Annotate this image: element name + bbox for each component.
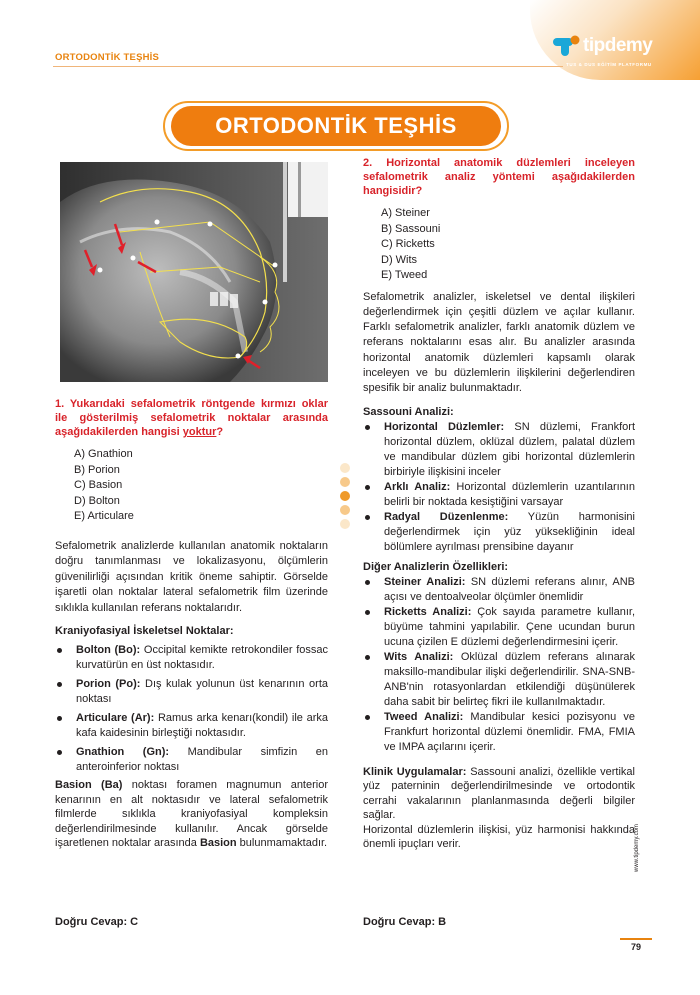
sassouni-list (363, 420, 635, 555)
option-d: D) Bolton (74, 494, 120, 507)
list-item: Porion (Po): Dış kulak yolunun üst kenarının orta noktası (55, 677, 328, 707)
option-d: D) Wits (381, 253, 418, 266)
list-item: Steiner Analizi: SN düzlemi referans alınır, ANB açısı ve dentoalveolar ölçümler önemlidir (363, 575, 635, 605)
list-item: Wits Analizi: Oklüzal düzlem referans alınarak maksillo-mandibular ilişki değerlendirilir. SNA-SNB-ANB'nin rotasyonlardan etkilendiği düşünülerek daha sabit bir belirteç fikri ile kullanılmaktadır. (363, 650, 635, 710)
question-2-options (363, 206, 635, 284)
explanation-closing: Basion (Ba) noktası foramen magnumun anterior kenarının en alt noktasıdır ve lateral sefalometrik filmlerde sıklıkla kraniyofasiyal kompleksin değerlendirilmesinde kullanılır. Ancak görselde işaretlenen noktalar arasında Basion bulunmamaktadır. (55, 779, 328, 849)
list-item: Bolton (Bo): Occipital kemikte retrokondiler fossac kurvatürün en üst noktasıdır. (55, 643, 328, 673)
section-title: ORTODONTİK TEŞHİS (55, 52, 160, 63)
explanation-heading: Kraniyofasiyal İskeletsel Noktalar: (55, 625, 234, 637)
answer-1: Doğru Cevap: C (55, 916, 139, 928)
chapter-title: ORTODONTİK TEŞHİS (215, 113, 457, 138)
chapter-banner (171, 106, 501, 146)
list-item: Articulare (Ar): Ramus arka kenarı(kondil) ile arka kafa kaidesinin birleştiği noktasıdır. (55, 711, 328, 741)
option-b: B) Porion (74, 463, 120, 476)
cephalometric-xray-image (60, 162, 328, 382)
landmark-list (55, 643, 328, 775)
option-a: A) Steiner (381, 207, 430, 219)
left-column (55, 397, 328, 851)
right-column (363, 156, 635, 852)
header-divider (53, 66, 563, 67)
tipdemy-logo (553, 34, 652, 58)
question-2: 2. Horizontal anatomik düzlemleri inceleyen sefalometrik analiz yöntemi aşağıdakilerden hangisidir? (363, 157, 635, 197)
explanation-intro: Sefalometrik analizlerde kullanılan anatomik noktaların doğru tanımlanması ve lokalizasyonu, ölçümlerin güvenilirliği açısından kritik öneme sahiptir. Görselde işaretli olan noktalar lateral sefalometrik film üzerinde sıklıkla kullanılan referans noktalarıdır. (55, 539, 328, 614)
column-separator-dots (340, 463, 352, 533)
sassouni-heading: Sassouni Analizi: (363, 405, 454, 418)
clinical-notes: Klinik Uygulamalar: Sassouni analizi, özellikle vertikal yüz paterninin değerlendirilmesinde ve ortodontik cerrahi vakalarının planlanmasında değerli bilgiler sağlar. (363, 765, 635, 822)
other-analyses-list (363, 575, 635, 755)
option-c: C) Ricketts (381, 238, 435, 250)
logo-subtitle: TUS & DUS EĞİTİM PLATFORMU (566, 62, 652, 67)
option-e: E) Tweed (381, 269, 428, 281)
list-item: Arklı Analiz: Horizontal düzlemlerin uzantılarının belirli bir noktada kesiştiğini varsayar (363, 480, 635, 510)
logo-mark-icon (553, 34, 581, 58)
page-number: 79 (631, 942, 642, 952)
page-number-rule (620, 938, 652, 940)
other-analyses-heading: Diğer Analizlerin Özellikleri: (363, 560, 509, 573)
logo-name: tipdemy (583, 35, 653, 56)
list-item: Gnathion (Gn): Mandibular simfizin en anteroinferior noktası (55, 745, 328, 775)
option-c: C) Basion (74, 479, 123, 491)
question-1-options (55, 447, 328, 525)
explanation-intro-2: Sefalometrik analizler, iskeletsel ve dental ilişkileri değerlendirmek için çeşitli düzlem ve açılar kullanır. Farklı sefalometrik analizler, farklı anatomik düzlem ve referans noktalarını esas alır. Bu analizler arasında horizontal anatomik düzlemleri kapsamlı olarak inceleyen ve bu düzlemlerin ilişkilerini değerlendiren spesifik bir analiz bulunmaktadır. (363, 290, 635, 395)
option-b: B) Sassouni (381, 222, 441, 235)
site-url: www.tipdemy.com (634, 824, 640, 872)
option-e: E) Articulare (74, 510, 134, 522)
list-item: Radyal Düzenlenme: Yüzün harmonisini değerlendirmek için yüz yüksekliğinin ideal bölümlere ayrılması prensibine dayanır (363, 510, 635, 555)
list-item: Ricketts Analizi: Çok sayıda parametre kullanır, büyüme tahmini yapılabilir. Çene ucundan burun ucuna çizilen E düzlemi değerlendirmesini içerir. (363, 605, 635, 650)
option-a: A) Gnathion (74, 448, 133, 460)
question-1: 1. Yukarıdaki sefalometrik röntgende kırmızı oklar ile gösterilmiş sefalometrik noktalar arasında aşağıdakilerden hangisi yoktur? (55, 398, 328, 438)
list-item: Tweed Analizi: Mandibular kesici pozisyonu ve Frankfurt horizontal düzlemi önemlidir. FMA, FMIA ve IMPA açılarını içerir. (363, 710, 635, 755)
list-item: Horizontal Düzlemler: SN düzlemi, Frankfort horizontal düzlem, oklüzal düzlem, palatal düzlem ve mandibular düzlem gibi horizontal düzlemlerin birbiriyle ilişkisini inceler (363, 420, 635, 480)
clinical-notes-2: Horizontal düzlemlerin ilişkisi, yüz harmonisi hakkında önemli ipuçları verir. (363, 823, 635, 851)
answer-2: Doğru Cevap: B (363, 916, 447, 928)
